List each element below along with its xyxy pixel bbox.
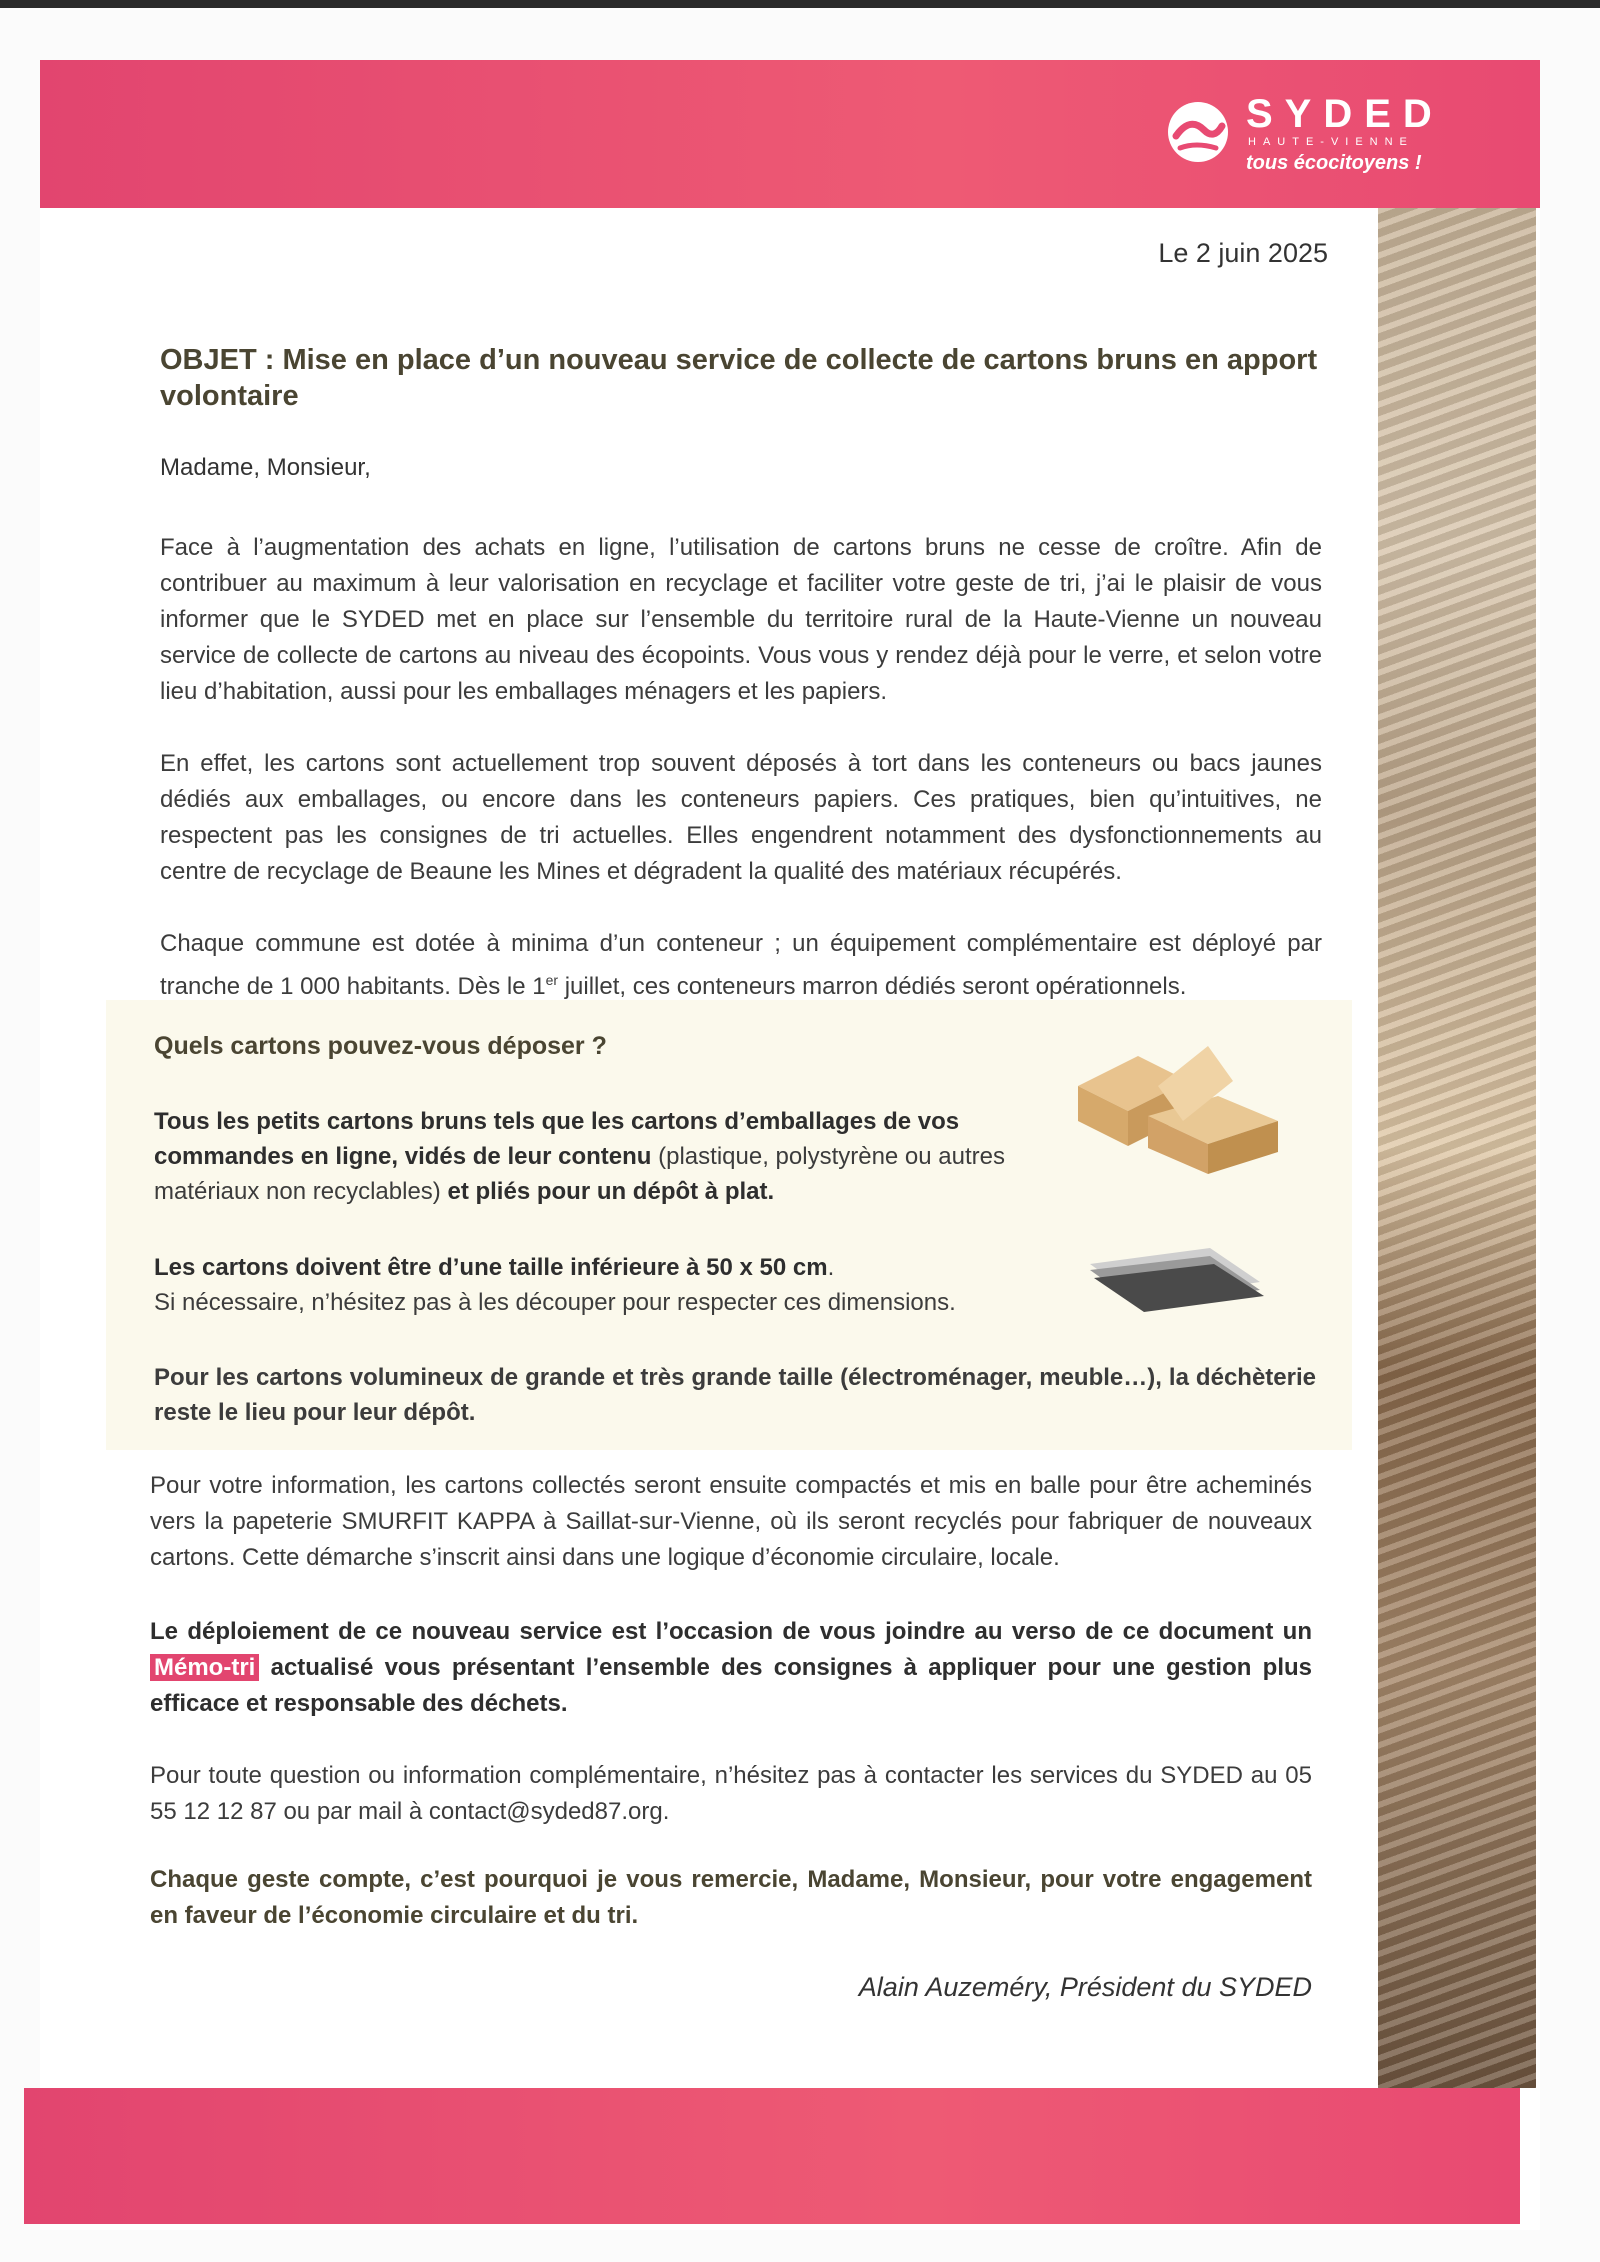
syded-logo-icon — [1160, 96, 1236, 166]
memo-tri-highlight: Mémo-tri — [150, 1654, 259, 1681]
box-p2-dot: . — [827, 1254, 835, 1281]
box-paragraph-3: Pour les cartons volumineux de grande et très grande taille (électroménager, meuble…), la déchèterie reste le lieu pour leur dépôt. — [154, 1364, 1316, 1426]
logo-subtitle: HAUTE-VIENNE — [1248, 136, 1414, 148]
box-p1-normal: (plastique, polystyrène ou autres matériaux non recyclables) — [154, 1143, 1005, 1205]
paragraph-1: Face à l’augmentation des achats en ligne, l’utilisation de cartons bruns ne cesse de croître. Afin de contribuer au maximum à leur valorisation en recyclage et faciliter votre geste de tri, j’ai le plaisir de vous informer que le SYDED met en place sur l’ensemble du territoire rural de la Haute-Vienne un nouveau service de collecte de cartons au niveau des écopoints. Vous vous y rendez déjà pour le verre, et selon votre lieu d’habitation, aussi pour les emballages ménagers et les papiers. — [160, 534, 1322, 705]
closing-paragraph: Chaque geste compte, c’est pourquoi je vous remercie, Madame, Monsieur, pour votre engagement en faveur de l’économie circulaire et du tri. — [150, 1866, 1312, 1929]
paragraph-3-sup: er — [545, 972, 559, 988]
box-paragraph-1 — [154, 1104, 1094, 1209]
paragraph-5 — [150, 1614, 1312, 1722]
greeting: Madame, Monsieur, — [160, 454, 371, 481]
paragraph-6: Pour toute question ou information complémentaire, n’hésitez pas à contacter les services du SYDED au 05 55 12 12 87 ou par mail à contact@syded87.org. — [150, 1762, 1312, 1825]
footer-band — [24, 2088, 1520, 2224]
paragraph-3-a: Chaque commune est dotée à minima d’un conteneur ; un équipement complémentaire est déployé par tranche de 1 000 habitants. Dès le 1 — [160, 930, 1322, 1000]
cardboard-photo-strip — [1378, 208, 1536, 2088]
box-title: Quels cartons pouvez-vous déposer ? — [154, 1032, 607, 1060]
box-p1-bold2: et pliés pour un dépôt à plat. — [440, 1178, 775, 1205]
paragraph-3-b: juillet, ces conteneurs marron dédiés seront opérationnels. — [558, 973, 1187, 1000]
signature: Alain Auzeméry, Président du SYDED — [858, 1972, 1312, 2002]
paragraph-4: Pour votre information, les cartons collectés seront ensuite compactés et mis en balle pour être acheminés vers la papeterie SMURFIT KAPPA à Saillat-sur-Vienne, où ils seront recyclés pour fabriquer de nouveaux cartons. Cette démarche s’inscrit ainsi dans une logique d’économie circulaire, locale. — [150, 1472, 1312, 1571]
box-p2-bold: Les cartons doivent être d’une taille inférieure à 50 x 50 cm — [154, 1254, 828, 1281]
letter-date: Le 2 juin 2025 — [1158, 238, 1328, 268]
box-p2-normal: Si nécessaire, n’hésitez pas à les découper pour respecter ces dimensions. — [154, 1289, 956, 1316]
syded-logo — [1160, 92, 1444, 182]
flattened-cartons-image — [1080, 1234, 1270, 1314]
scan-edge — [0, 0, 1600, 8]
logo-name: SYDED — [1246, 92, 1444, 136]
box-paragraph-2 — [154, 1250, 1094, 1320]
paragraph-5-a: Le déploiement de ce nouveau service est l’occasion de vous joindre au verso de ce document un — [150, 1618, 1312, 1645]
paragraph-5-b: actualisé vous présentant l’ensemble des consignes à appliquer pour une gestion plus efficace et responsable des déchets. — [150, 1654, 1312, 1717]
paragraph-2: En effet, les cartons sont actuellement trop souvent déposés à tort dans les conteneurs ou bacs jaunes dédiés aux emballages, ou encore dans les conteneurs papiers. Ces pratiques, bien qu’intuitives, ne respectent pas les consignes de tri actuelles. Elles engendrent notamment des dysfonctionnements au centre de recyclage de Beaune les Mines et dégradent la qualité des matériaux récupérés. — [160, 750, 1322, 885]
logo-tagline: tous écocitoyens ! — [1246, 152, 1422, 174]
paragraph-3 — [160, 926, 1322, 1005]
letter-subject: OBJET : Mise en place d’un nouveau service de collecte de cartons bruns en apport volontaire — [160, 344, 1318, 412]
box-p1-bold: Tous les petits cartons bruns tels que les cartons d’emballages de vos commandes en ligne, vidés de leur contenu — [154, 1108, 960, 1170]
